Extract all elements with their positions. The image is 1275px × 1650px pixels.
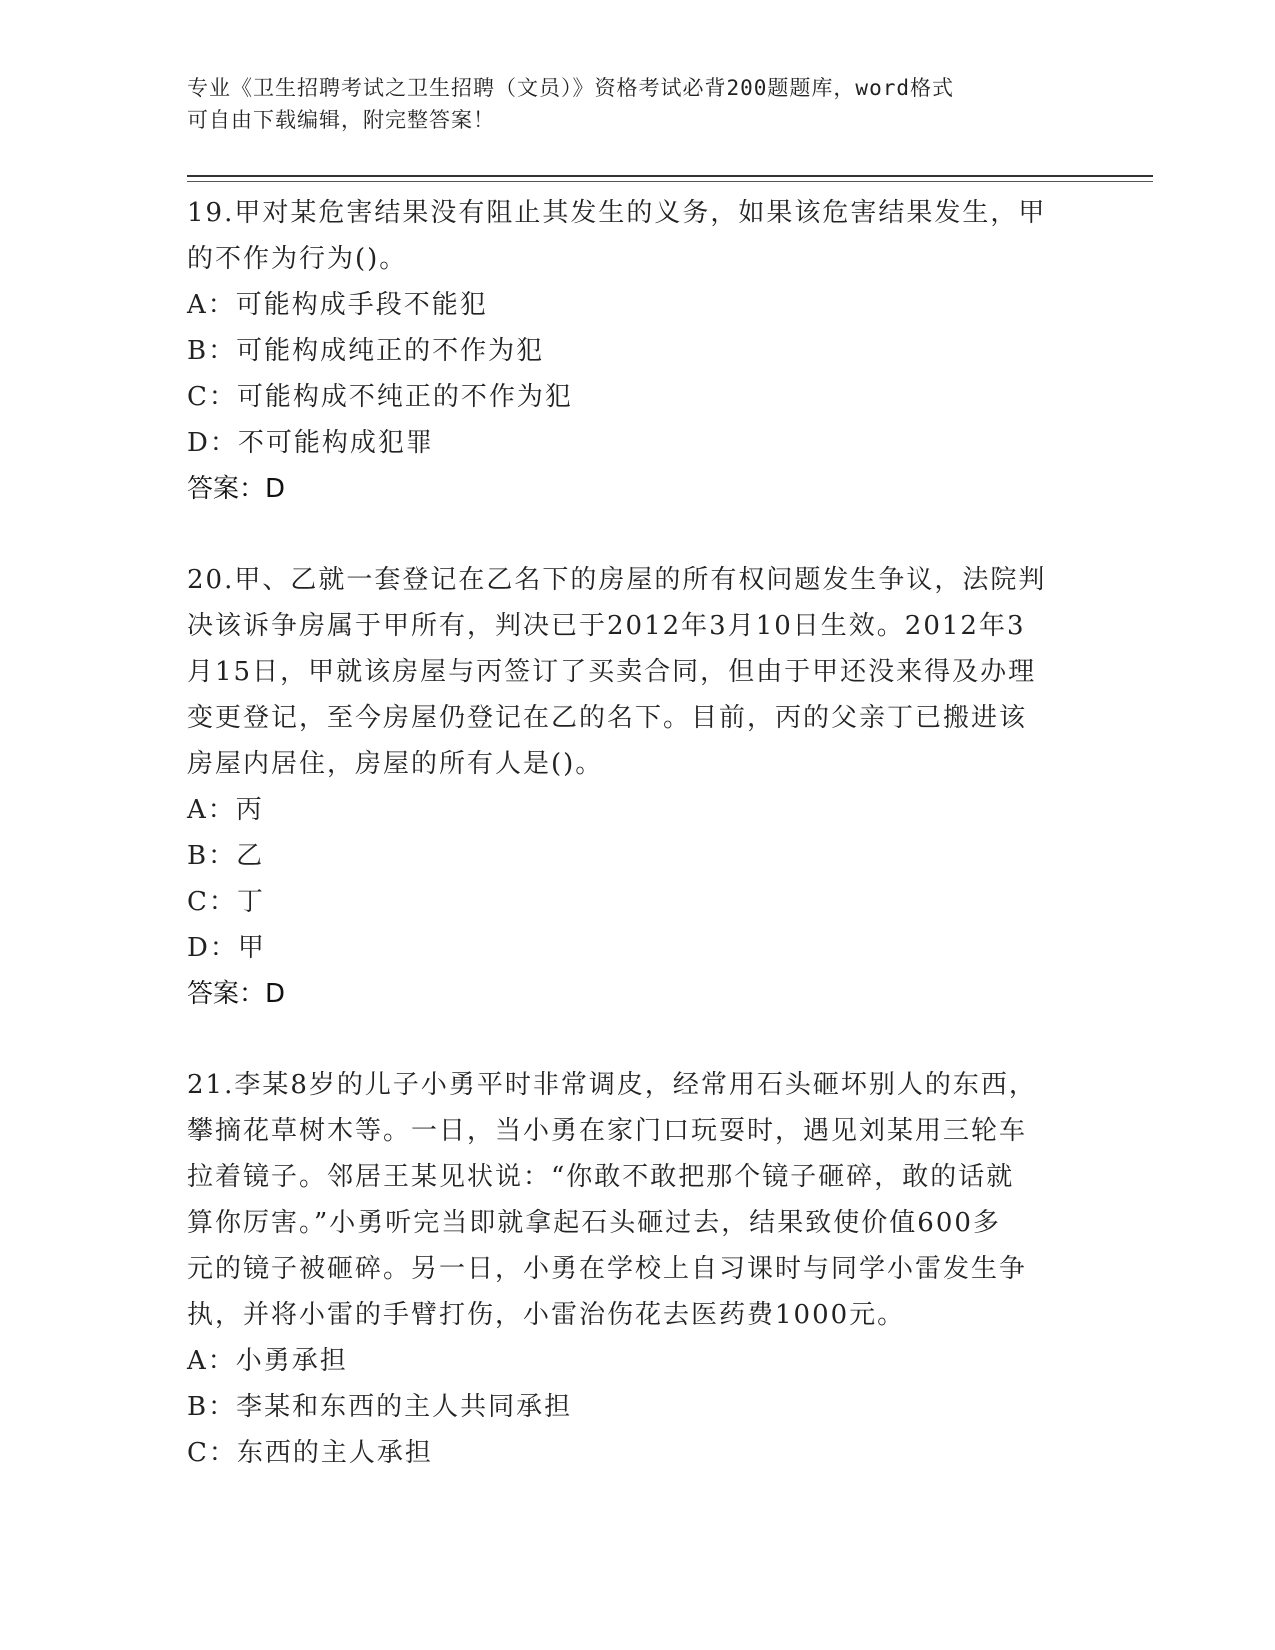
option-d: D：不可能构成犯罪 [187,428,434,458]
option-a: A：丙 [187,795,264,825]
question-stem-line: 攀摘花草树木等。一日，当小勇在家门口玩耍时，遇见刘某用三轮车 [187,1116,1028,1146]
document-header [187,72,1087,136]
header-divider-thick [187,175,1153,177]
question-stem-line: 的不作为行为()。 [187,244,408,274]
option-a: A：可能构成手段不能犯 [187,290,488,320]
question-stem-line: 19.甲对某危害结果没有阻止其发生的义务，如果该危害结果发生，甲 [187,198,1047,228]
question-list [187,190,1087,1521]
option-c: C：东西的主人承担 [187,1438,433,1468]
question-20 [187,557,1087,1017]
header-line-2: 可自由下载编辑，附完整答案！ [187,108,495,132]
question-stem-line: 变更登记，至今房屋仍登记在乙的名下。目前，丙的父亲丁已搬进该 [187,703,1028,733]
answer-line: 答案：D [187,979,286,1009]
answer-line: 答案：D [187,474,286,504]
question-stem-line: 决该诉争房属于甲所有，判决已于2012年3月10日生效。2012年3 [187,611,1026,641]
option-c: C：丁 [187,887,265,917]
question-stem-line: 月15日，甲就该房屋与丙签订了买卖合同，但由于甲还没来得及办理 [187,657,1037,687]
question-stem-line: 21.李某8岁的儿子小勇平时非常调皮，经常用石头砸坏别人的东西， [187,1070,1037,1100]
question-stem-line: 元的镜子被砸碎。另一日，小勇在学校上自习课时与同学小雷发生争 [187,1254,1028,1284]
question-stem-line: 拉着镜子。邻居王某见状说：“你敢不敢把那个镜子砸碎，敢的话就 [187,1162,1015,1192]
question-stem-line: 房屋内居住，房屋的所有人是()。 [187,749,604,779]
header-line-1: 专业《卫生招聘考试之卫生招聘（文员）》资格考试必背200题题库，word格式 [187,76,954,100]
header-divider-thin [187,181,1153,182]
question-21 [187,1062,1087,1476]
question-19 [187,190,1087,512]
question-stem-line: 执，并将小雷的手臂打伤，小雷治伤花去医药费1000元。 [187,1300,906,1330]
question-stem-line: 算你厉害。”小勇听完当即就拿起石头砸过去，结果致使价值600多 [187,1208,1001,1238]
option-c: C：可能构成不纯正的不作为犯 [187,382,573,412]
option-b: B：乙 [187,841,265,871]
option-a: A：小勇承担 [187,1346,348,1376]
option-b: B：李某和东西的主人共同承担 [187,1392,573,1422]
option-d: D：甲 [187,933,266,963]
option-b: B：可能构成纯正的不作为犯 [187,336,545,366]
question-stem-line: 20.甲、乙就一套登记在乙名下的房屋的所有权问题发生争议，法院判 [187,565,1047,595]
